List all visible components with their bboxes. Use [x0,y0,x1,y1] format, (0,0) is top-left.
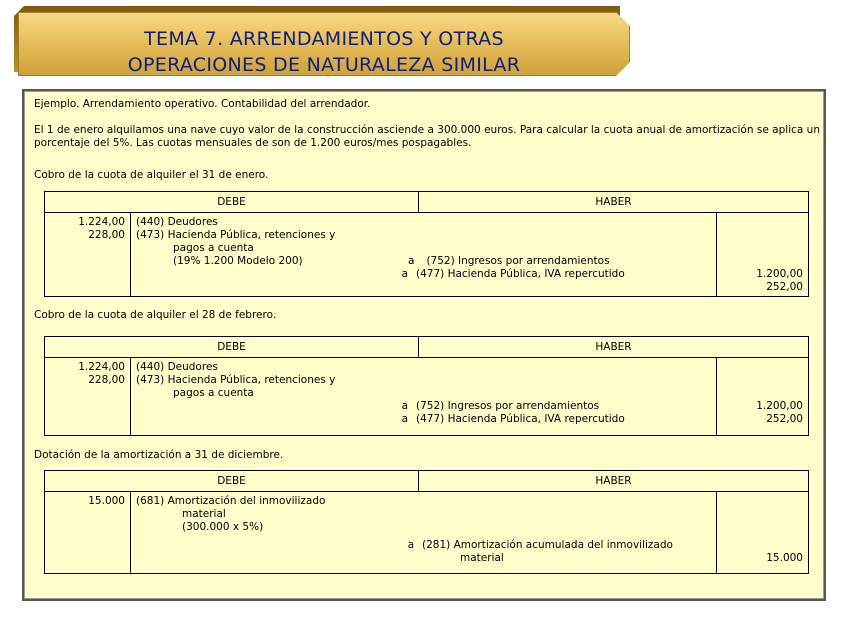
credit-amounts [717,358,809,436]
credit-marker: a [401,400,408,412]
credit-amounts [717,213,809,297]
credit-marker: a [401,268,408,280]
debit-account: (473) Hacienda Pública, retenciones y [136,374,336,386]
credit-amounts [717,492,809,574]
credit-amount: 1.200,00 [756,400,803,412]
debit-amount: 1.224,00 [78,216,125,228]
debit-amount: 1.224,00 [78,361,125,373]
entry-2-heading: Cobro de la cuota de alquiler el 28 de febrero. [34,309,277,321]
credit-account: (281) Amortización acumulada del inmovilizado [422,539,673,551]
debit-amount: 228,00 [88,374,125,386]
journal-entry-3 [44,470,809,574]
credit-account-cont: material [460,552,504,564]
debe-header: DEBE [45,471,419,492]
content-panel [22,89,826,601]
debit-amounts [45,213,131,297]
debit-amounts [45,492,131,574]
debit-account-cont: pagos a cuenta [173,242,254,254]
debit-account: (440) Deudores [136,361,218,373]
debit-amount: 15.000 [88,495,125,507]
entry-accounts [131,492,717,574]
credit-amount: 1.200,00 [756,268,803,280]
page-title [18,26,630,78]
credit-account: (477) Hacienda Pública, IVA repercutido [416,268,625,280]
debit-account: (440) Deudores [136,216,218,228]
credit-account: (477) Hacienda Pública, IVA repercutido [416,413,625,425]
debit-note: (300.000 x 5%) [182,521,264,533]
debit-account-cont: pagos a cuenta [173,387,254,399]
haber-header: HABER [419,337,809,358]
debit-amount: 228,00 [88,229,125,241]
haber-header: HABER [419,192,809,213]
debit-account: (473) Hacienda Pública, retenciones y [136,229,336,241]
credit-amount: 252,00 [766,281,803,293]
debit-note: (19% 1.200 Modelo 200) [173,255,303,267]
credit-account: (752) Ingresos por arrendamientos [416,400,600,412]
credit-marker: a [408,255,415,267]
credit-amount: 15.000 [766,552,803,564]
example-paragraph: El 1 de enero alquilamos una nave cuyo valor de la construcción asciende a 300.000 euros. Para calcular la cuota anual de amortización se aplica un porcentaje del 5%. Las cuotas mensuales de son de 1.200 euros/mes pospagables. [34,124,820,149]
entry-accounts [131,213,717,297]
credit-marker: a [407,539,414,551]
debit-account-cont: material [182,508,226,520]
credit-amount: 252,00 [766,413,803,425]
debe-header: DEBE [45,337,419,358]
debit-account: (681) Amortización del inmovilizado [136,495,326,507]
haber-header: HABER [419,471,809,492]
debe-header: DEBE [45,192,419,213]
journal-entry-2 [44,336,809,436]
title-line-2: OPERACIONES DE NATURALEZA SIMILAR [127,54,521,76]
title-line-1: TEMA 7. ARRENDAMIENTOS Y OTRAS [144,28,504,50]
journal-entry-1 [44,191,809,297]
title-banner [14,6,636,78]
intro-text: Ejemplo. Arrendamiento operativo. Contabilidad del arrendador. [34,98,371,110]
entry-3-heading: Dotación de la amortización a 31 de diciembre. [34,449,284,461]
credit-marker: a [401,413,408,425]
entry-1-heading: Cobro de la cuota de alquiler el 31 de enero. [34,169,269,181]
credit-account: (752) Ingresos por arrendamientos [426,255,610,267]
debit-amounts [45,358,131,436]
entry-accounts [131,358,717,436]
